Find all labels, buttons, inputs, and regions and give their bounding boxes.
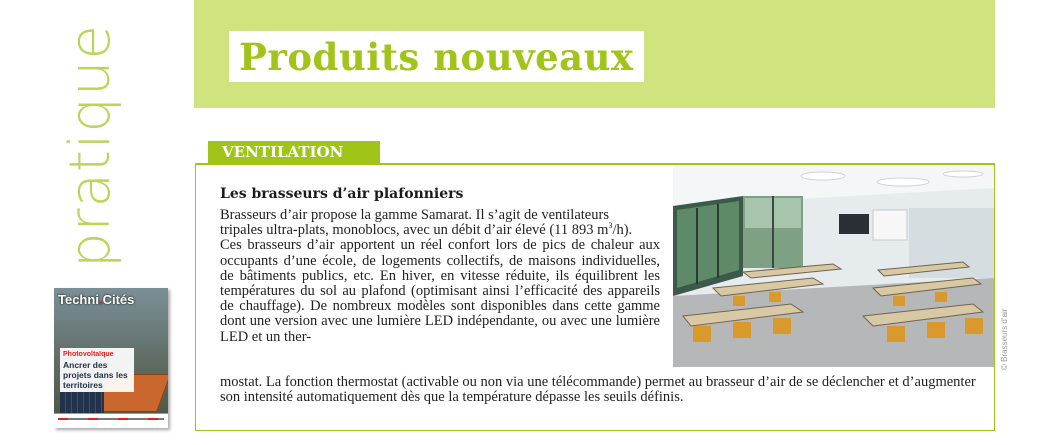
- magazine-title: [58, 292, 134, 307]
- header-band: [194, 0, 995, 108]
- magazine-title-right: Cités: [102, 292, 135, 307]
- article-body-tail: mostat. La fonction thermostat (activable ou non via une télécommande) permet au brasseur d’air de se déclencher et d’augmenter son intensité automatiquement dès que la température dépasse les seuils définis.: [220, 374, 976, 406]
- category-tab: VENTILATION: [208, 141, 380, 163]
- magazine-cover[interactable]: [54, 288, 168, 428]
- magazine-kicker: Photovoltaïque: [63, 351, 114, 358]
- body-line-2-pre: tripales ultra-plats, monoblocs, avec un débit d’air élevé (11 893 m: [220, 222, 609, 239]
- article-body-wrapped: [220, 208, 660, 345]
- header-title-box: [229, 31, 644, 82]
- box-border-left: [195, 163, 196, 431]
- page-title: Produits nouveaux: [239, 35, 634, 79]
- box-border-bottom: [195, 430, 995, 431]
- box-border-right: [994, 163, 995, 431]
- magazine-title-left: Techni: [58, 292, 99, 307]
- magazine-cover-box: [60, 348, 134, 392]
- article-title: Les brasseurs d’air plafonniers: [220, 186, 464, 202]
- classroom-illustration: [673, 166, 994, 367]
- body-rest: Ces brasseurs d’air apportent un réel confort lors de pics de chaleur aux occupants d’une école, de logements collectifs, de maisons individuelles, de bâtiments publics, etc. En hiver, en vitesse réduite, ils équilibrent les températures du sol au plafond (optimisant ainsi l’efficacité des appareils de chauffage). De nombreux modèles sont disponibles dans cette gamme dont une version avec une lumière LED indépendante, ou avec une lumière LED et un ther-: [220, 237, 660, 345]
- classroom-photo[interactable]: [673, 166, 994, 367]
- unit-superscript: 3: [608, 221, 613, 231]
- magazine-footer: [54, 413, 168, 428]
- category-rule: [195, 163, 995, 165]
- magazine-title-sep: .: [98, 292, 103, 307]
- magazine-headline: Ancrer des projets dans les territoires: [63, 360, 128, 390]
- body-line-1: Brasseurs d’air propose la gamme Samarat. Il s’agit de ventilateurs: [220, 207, 609, 223]
- section-label: pratique: [58, 24, 123, 268]
- body-line-2-post: /h).: [612, 222, 633, 239]
- photo-credit: © Brasseurs d’air: [1000, 308, 1009, 370]
